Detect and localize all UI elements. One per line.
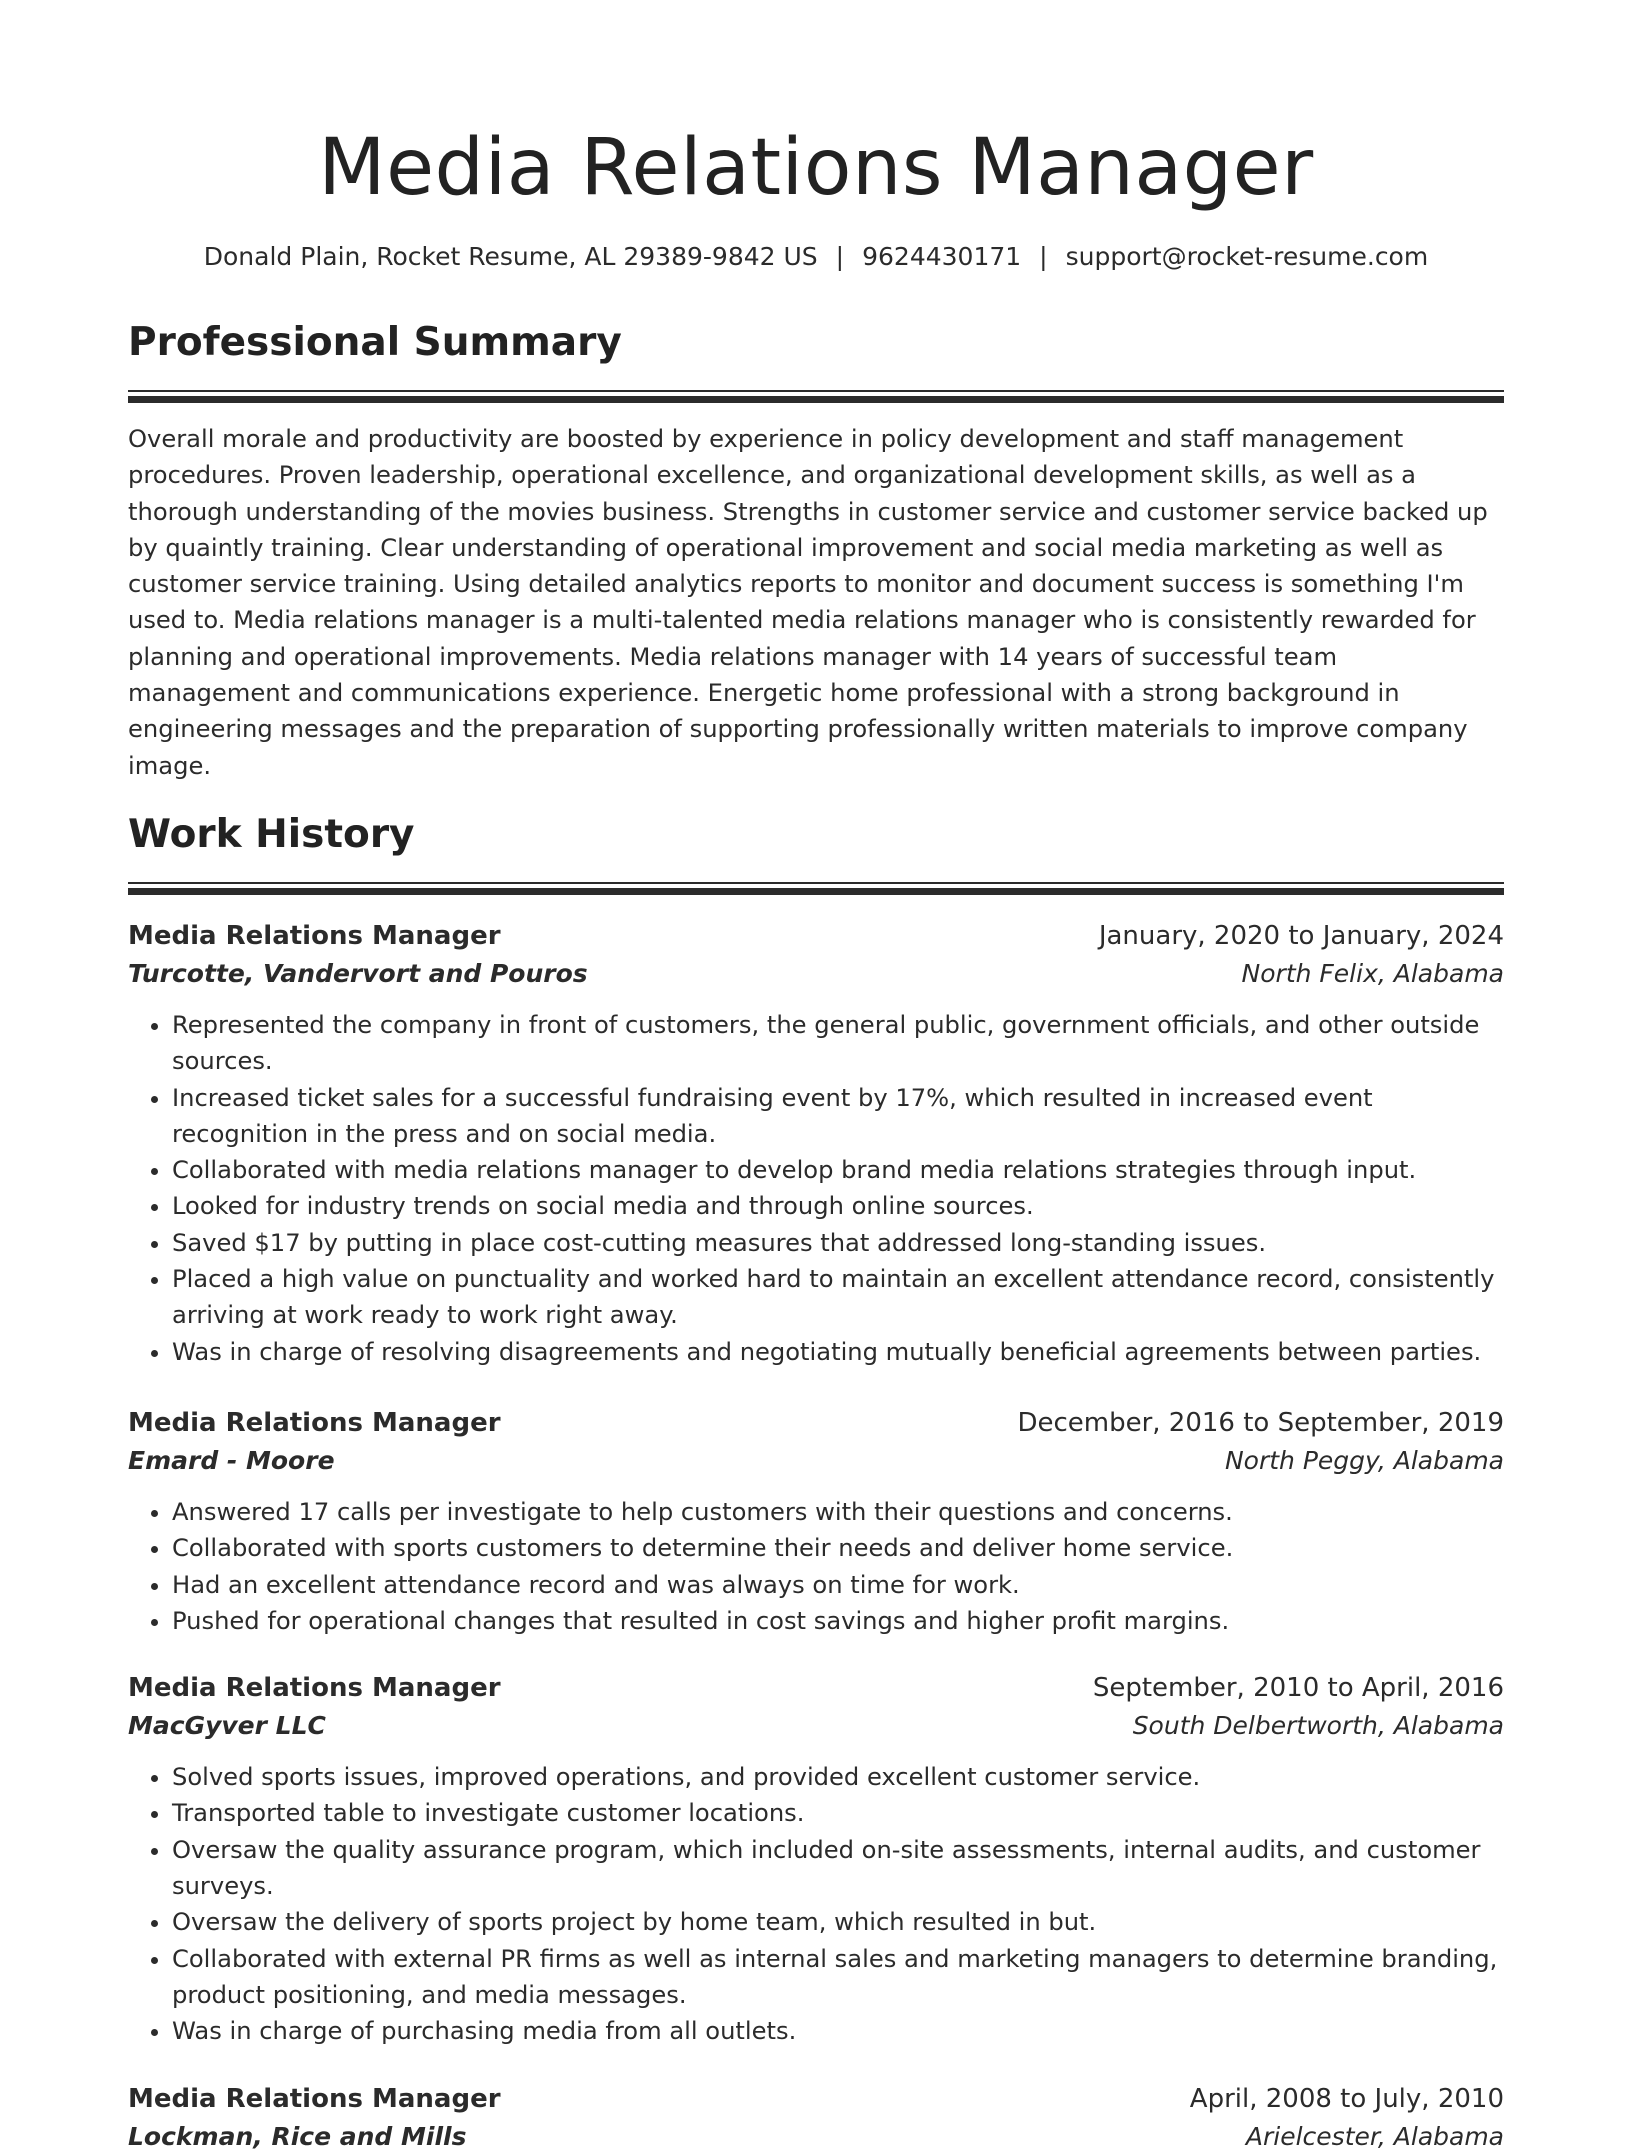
section-divider-thin	[128, 882, 1504, 884]
job-header-row	[128, 1669, 1504, 1707]
section-title-work-history: Work History	[128, 811, 415, 857]
contact-email[interactable]: support@rocket-resume.com	[1065, 242, 1429, 271]
job-bullet: • Solved sports issues, improved operations, and provided excellent customer service.	[172, 1759, 1504, 1795]
contact-address: Donald Plain, Rocket Resume, AL 29389-9842 US	[203, 242, 818, 271]
job-bullet: • Answered 17 calls per investigate to help customers with their questions and concerns.	[172, 1494, 1504, 1530]
job-company-row	[128, 955, 1504, 993]
contact-separator: |	[1039, 242, 1048, 271]
job-company-row	[128, 2118, 1504, 2156]
job-title: Media Relations Manager	[128, 2083, 501, 2114]
job-company: Emard - Moore	[128, 1445, 335, 1475]
section-title-summary: Professional Summary	[128, 320, 622, 365]
resume-name: Media Relations Manager	[318, 123, 1314, 213]
work-history-section	[128, 810, 1504, 2156]
job-bullet-list	[128, 1007, 1504, 1370]
job-company: Lockman, Rice and Mills	[128, 2121, 467, 2151]
job-bullet: • Had an excellent attendance record and was always on time for work.	[172, 1567, 1504, 1603]
job-bullet: • Transported table to investigate customer locations.	[172, 1795, 1504, 1831]
job-bullet: • Pushed for operational changes that resulted in cost savings and higher profit margins.	[172, 1603, 1504, 1639]
job-bullet-list	[128, 1494, 1504, 1639]
job-dates: January, 2020 to January, 2024	[1098, 920, 1504, 951]
job-location: North Peggy, Alabama	[1224, 1445, 1504, 1475]
job-list	[128, 917, 1504, 2156]
job-bullet: • Represented the company in front of customers, the general public, government officials, and other outside sources.	[172, 1007, 1504, 1080]
job-location: Arielcester, Alabama	[1245, 2121, 1504, 2151]
job-bullet: • Oversaw the delivery of sports project by home team, which resulted in but.	[172, 1904, 1504, 1940]
contact-line	[128, 240, 1504, 274]
job-title: Media Relations Manager	[128, 920, 501, 951]
job-title: Media Relations Manager	[128, 1407, 501, 1438]
job-bullet: • Collaborated with media relations manager to develop brand media relations strategies through input.	[172, 1152, 1504, 1188]
job-company-row	[128, 1442, 1504, 1480]
job-location: South Delbertworth, Alabama	[1132, 1711, 1504, 1741]
job-bullet: • Increased ticket sales for a successful fundraising event by 17%, which resulted in increased event recognition in the press and on social media.	[172, 1080, 1504, 1153]
job-company: Turcotte, Vandervort and Pouros	[128, 958, 588, 988]
job-bullet: • Was in charge of purchasing media from all outlets.	[172, 2013, 1504, 2049]
job-company-row	[128, 1707, 1504, 1745]
job-dates: April, 2008 to July, 2010	[1189, 2083, 1504, 2114]
job-bullet: • Oversaw the quality assurance program, which included on-site assessments, internal audits, and customer surveys.	[172, 1832, 1504, 1905]
job-bullet: • Collaborated with sports customers to determine their needs and deliver home service.	[172, 1530, 1504, 1566]
job-company: MacGyver LLC	[128, 1711, 326, 1741]
job-dates: September, 2010 to April, 2016	[1092, 1673, 1504, 1704]
job-bullet: • Saved $17 by putting in place cost-cutting measures that addressed long-standing issues.	[172, 1225, 1504, 1261]
job-bullet-list	[128, 1759, 1504, 2049]
contact-phone: 9624430171	[862, 242, 1022, 271]
section-divider-thin	[128, 390, 1504, 392]
job-bullet: • Looked for industry trends on social media and through online sources.	[172, 1188, 1504, 1224]
job-bullet: • Collaborated with external PR firms as well as internal sales and marketing managers to determine branding, product positioning, and media messages.	[172, 1941, 1504, 2014]
contact-separator: |	[835, 242, 845, 271]
job-header-row	[128, 917, 1504, 955]
section-divider-thick	[128, 396, 1504, 403]
job-header-row	[128, 1404, 1504, 1442]
job-entry	[128, 1669, 1504, 2049]
job-entry	[128, 917, 1504, 1370]
job-entry	[128, 2080, 1504, 2156]
job-title: Media Relations Manager	[128, 1673, 501, 1704]
job-bullet: • Was in charge of resolving disagreements and negotiating mutually beneficial agreements between parties.	[172, 1334, 1504, 1370]
section-divider-thick	[128, 888, 1504, 895]
job-dates: December, 2016 to September, 2019	[1017, 1407, 1504, 1438]
job-bullet: • Placed a high value on punctuality and worked hard to maintain an excellent attendance record, consistently arriving at work ready to work right away.	[172, 1261, 1504, 1334]
job-entry	[128, 1404, 1504, 1639]
summary-text: Overall morale and productivity are boosted by experience in policy development and staff management procedures. Proven leadership, operational excellence, and organizational development skills, as well as a thorough understanding of the movies business. Strengths in customer service and customer service backed up by quaintly training. Clear understanding of operational improvement and social media marketing as well as customer service training. Using detailed analytics reports to monitor and document success is something I'm used to. Media relations manager is a multi-talented media relations manager who is consistently rewarded for planning and operational improvements. Media relations manager with 14 years of successful team management and communications experience. Energetic home professional with a strong background in engineering messages and the preparation of supporting professionally written materials to improve company image.	[128, 425, 1488, 780]
professional-summary-section	[128, 318, 1504, 784]
job-location: North Felix, Alabama	[1241, 958, 1504, 988]
